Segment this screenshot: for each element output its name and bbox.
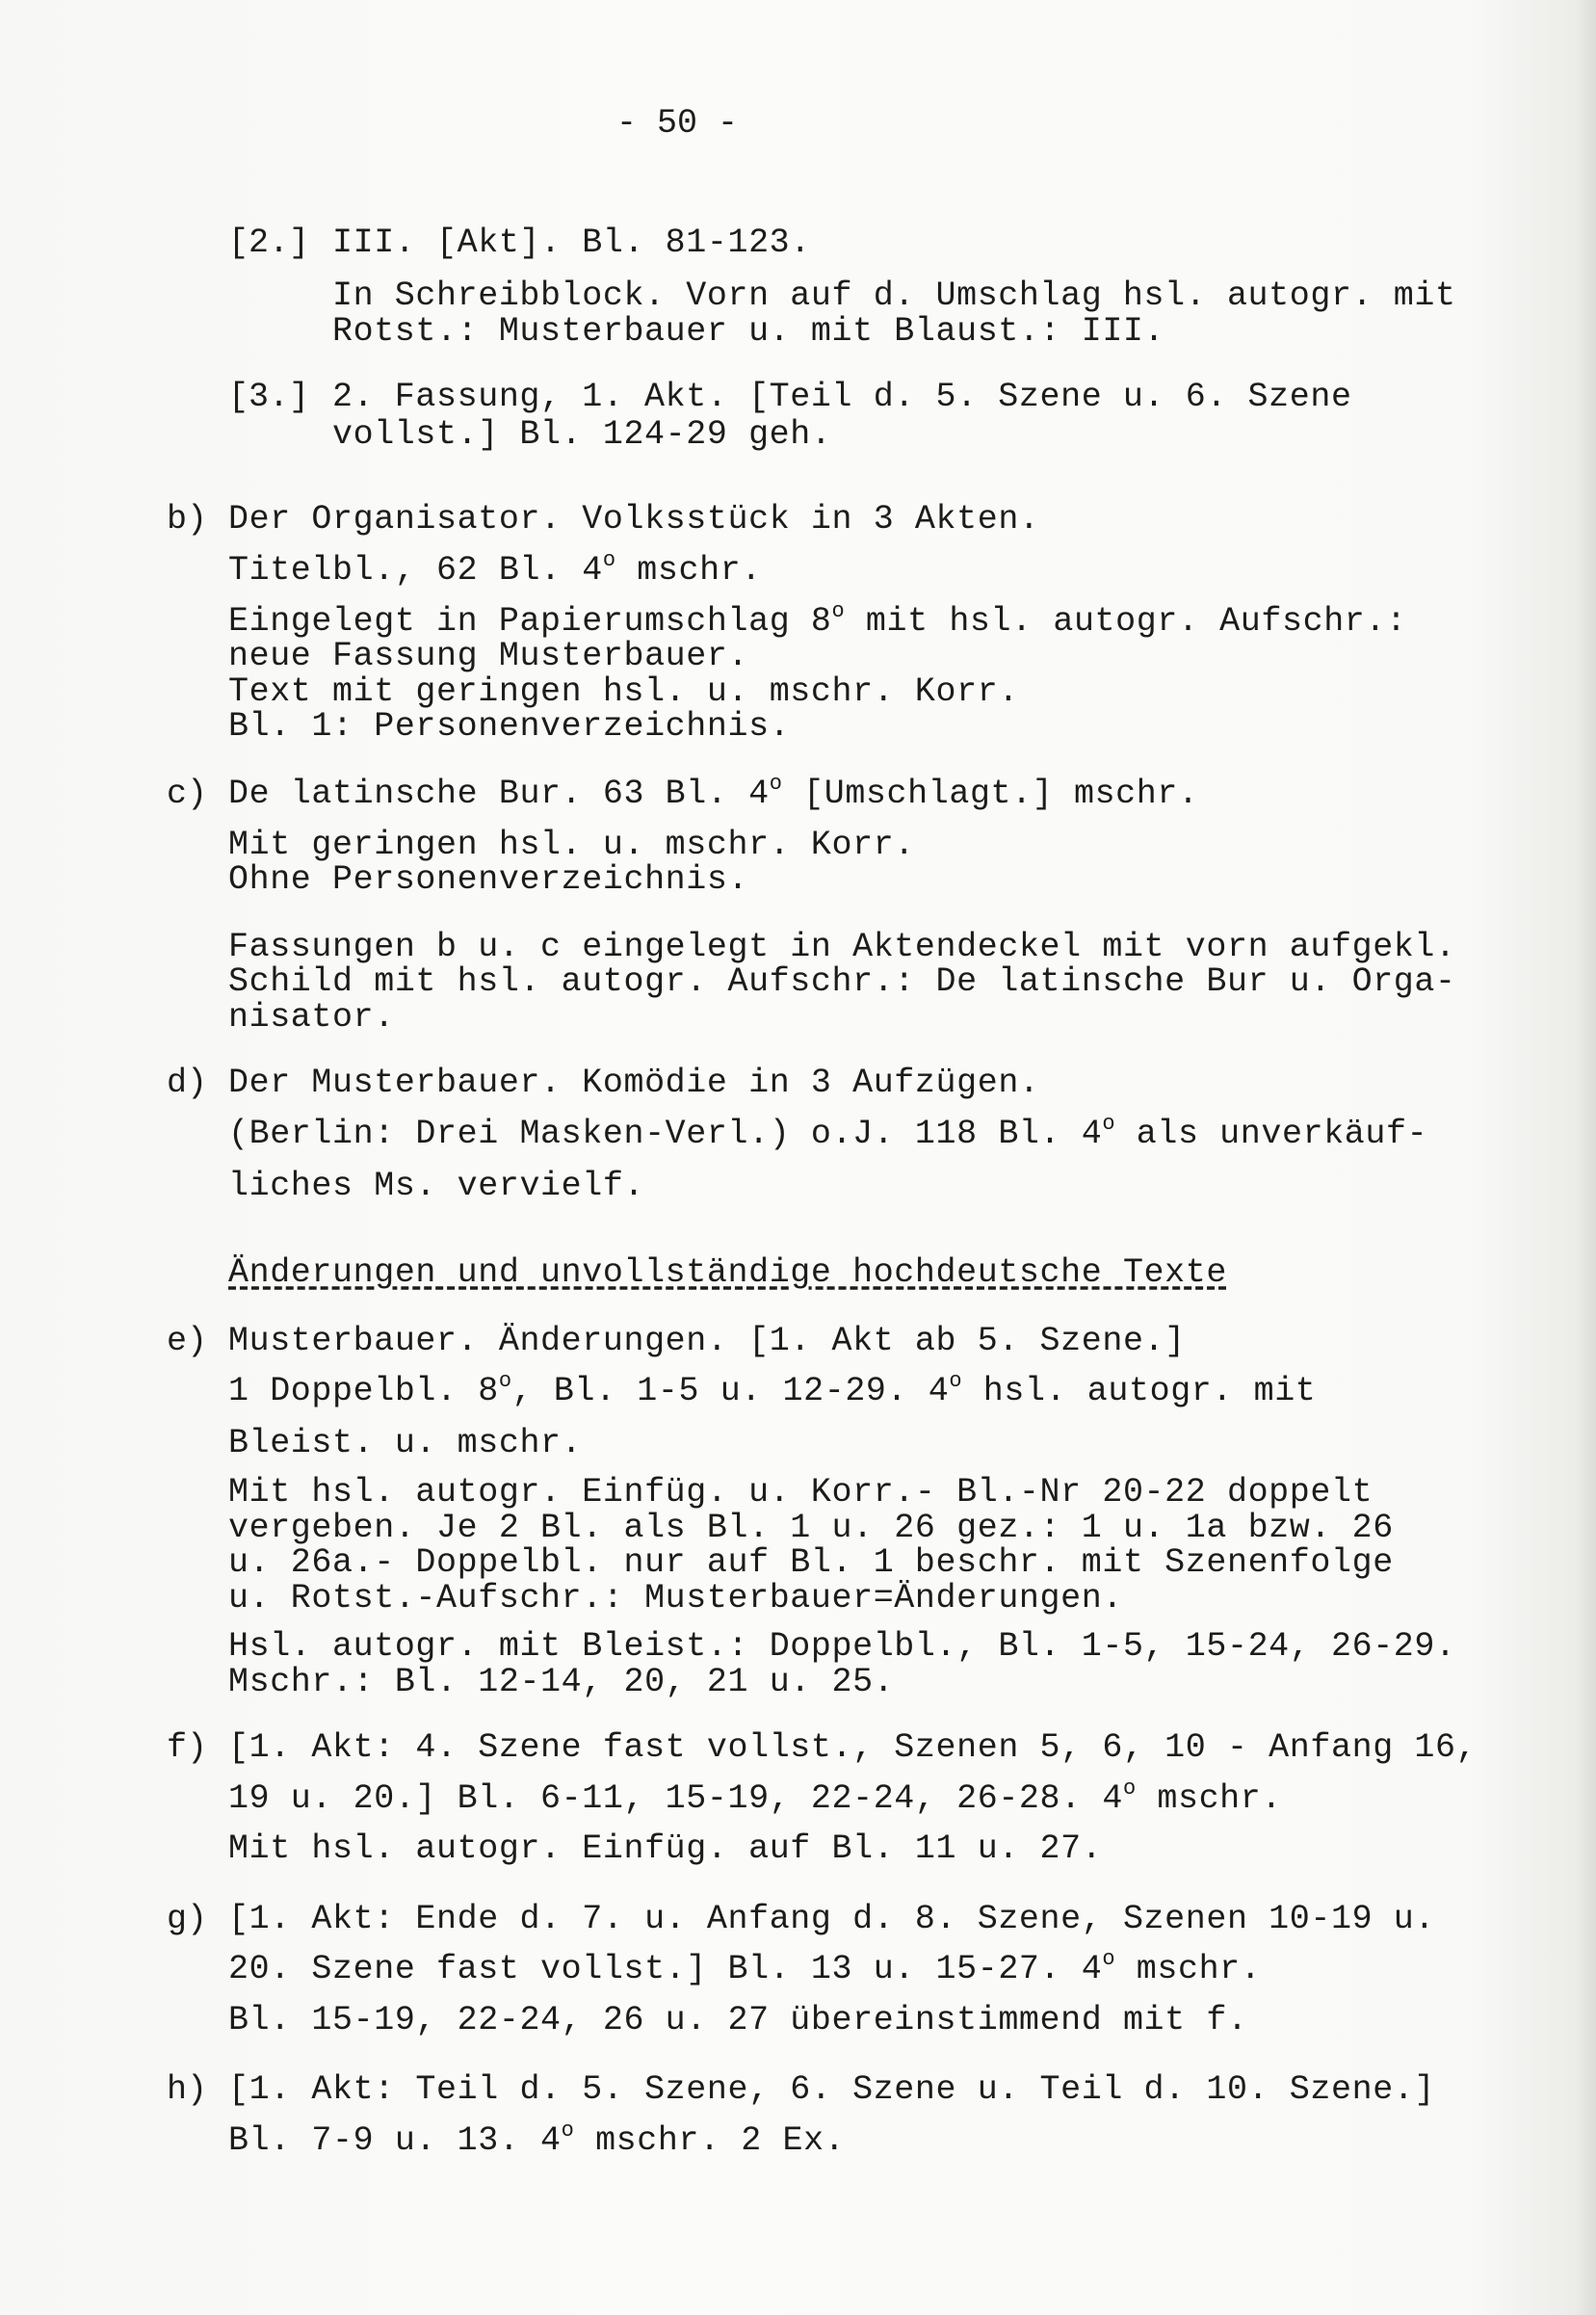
entry-f-label: f) <box>167 1728 208 1767</box>
entry-b-line-6: Bl. 1: Personenverzeichnis. <box>228 707 791 746</box>
entry-d-label: d) <box>167 1064 208 1102</box>
entry-f-line-3: Mit hsl. autogr. Einfüg. auf Bl. 11 u. 27. <box>228 1829 1103 1868</box>
entry-c-label: c) <box>167 775 208 813</box>
note-bc-line-3: nisator. <box>228 998 395 1037</box>
entry-c-line-1: De latinsche Bur. 63 Bl. 4$^o$ [Umschlagt.] mschr. <box>228 772 1199 813</box>
entry-e-line-7: u. Rotst.-Aufschr.: Musterbauer=Änderungen. <box>228 1579 1123 1618</box>
entry-2-line-2: In Schreibblock. Vorn auf d. Umschlag hsl. autogr. mit <box>332 276 1456 315</box>
entry-g-line-2: 20. Szene fast vollst.] Bl. 13 u. 15-27. 4$^o$ mschr. <box>228 1947 1262 1988</box>
entry-h-label: h) <box>167 2070 208 2109</box>
entry-b-label: b) <box>167 500 208 539</box>
entry-h-line-2: Bl. 7-9 u. 13. 4$^o$ mschr. 2 Ex. <box>228 2118 846 2160</box>
page-edge-shadow <box>1575 0 1596 2315</box>
entry-e-line-3: Bleist. u. mschr. <box>228 1424 583 1462</box>
entry-e-label: e) <box>167 1322 208 1360</box>
entry-d-line-3: liches Ms. vervielf. <box>228 1167 645 1205</box>
entry-d-line-1: Der Musterbauer. Komödie in 3 Aufzügen. <box>228 1064 1040 1102</box>
entry-b-line-2: Titelbl., 62 Bl. 4$^o$ mschr. <box>228 548 762 590</box>
note-bc-line-2: Schild mit hsl. autogr. Aufschr.: De latinsche Bur u. Orga- <box>228 962 1456 1001</box>
entry-b-line-3: Eingelegt in Papierumschlag 8$^o$ mit hsl. autogr. Aufschr.: <box>228 599 1407 641</box>
entry-3-line-2: vollst.] Bl. 124-29 geh. <box>332 415 832 454</box>
entry-e-line-5: vergeben. Je 2 Bl. als Bl. 1 u. 26 gez.: 1 u. 1a bzw. 26 <box>228 1509 1394 1547</box>
entry-g-label: g) <box>167 1900 208 1938</box>
entry-e-line-2: 1 Doppelbl. 8$^o$, Bl. 1-5 u. 12-29. 4$^o$ hsl. autogr. mit <box>228 1369 1317 1410</box>
entry-e-line-9: Mschr.: Bl. 12-14, 20, 21 u. 25. <box>228 1663 895 1701</box>
page-number: - 50 - <box>616 104 739 143</box>
entry-f-line-1: [1. Akt: 4. Szene fast vollst., Szenen 5, 6, 10 - Anfang 16, <box>228 1728 1478 1767</box>
entry-b-line-4: neue Fassung Musterbauer. <box>228 637 749 675</box>
entry-f-line-2: 19 u. 20.] Bl. 6-11, 15-19, 22-24, 26-28. 4$^o$ mschr. <box>228 1776 1282 1818</box>
entry-b-line-1: Der Organisator. Volksstück in 3 Akten. <box>228 500 1040 539</box>
entry-2-label: [2.] <box>228 224 310 262</box>
note-bc-line-1: Fassungen b u. c eingelegt in Aktendeckel mit vorn aufgekl. <box>228 928 1456 966</box>
section-heading: Änderungen und unvollständige hochdeutsche Texte <box>228 1253 1227 1292</box>
entry-2-line-3: Rotst.: Musterbauer u. mit Blaust.: III. <box>332 312 1165 351</box>
entry-3-label: [3.] <box>228 378 310 416</box>
entry-d-line-2: (Berlin: Drei Masken-Verl.) o.J. 118 Bl. 4$^o$ als unverkäuf- <box>228 1112 1428 1153</box>
entry-g-line-3: Bl. 15-19, 22-24, 26 u. 27 übereinstimmend mit f. <box>228 2001 1248 2039</box>
entry-3-line-1: 2. Fassung, 1. Akt. [Teil d. 5. Szene u. 6. Szene <box>332 378 1352 416</box>
entry-h-line-1: [1. Akt: Teil d. 5. Szene, 6. Szene u. Teil d. 10. Szene.] <box>228 2070 1435 2109</box>
entry-2-line-1: III. [Akt]. Bl. 81-123. <box>332 224 811 262</box>
entry-e-line-8: Hsl. autogr. mit Bleist.: Doppelbl., Bl. 1-5, 15-24, 26-29. <box>228 1627 1456 1666</box>
entry-c-line-3: Ohne Personenverzeichnis. <box>228 860 749 899</box>
entry-e-line-1: Musterbauer. Änderungen. [1. Akt ab 5. Szene.] <box>228 1322 1186 1360</box>
entry-b-line-5: Text mit geringen hsl. u. mschr. Korr. <box>228 672 1019 711</box>
entry-g-line-1: [1. Akt: Ende d. 7. u. Anfang d. 8. Szene, Szenen 10-19 u. <box>228 1900 1435 1938</box>
entry-c-line-2: Mit geringen hsl. u. mschr. Korr. <box>228 826 915 864</box>
entry-e-line-6: u. 26a.- Doppelbl. nur auf Bl. 1 beschr. mit Szenenfolge <box>228 1543 1394 1582</box>
entry-e-line-4: Mit hsl. autogr. Einfüg. u. Korr.- Bl.-Nr 20-22 doppelt <box>228 1473 1374 1512</box>
